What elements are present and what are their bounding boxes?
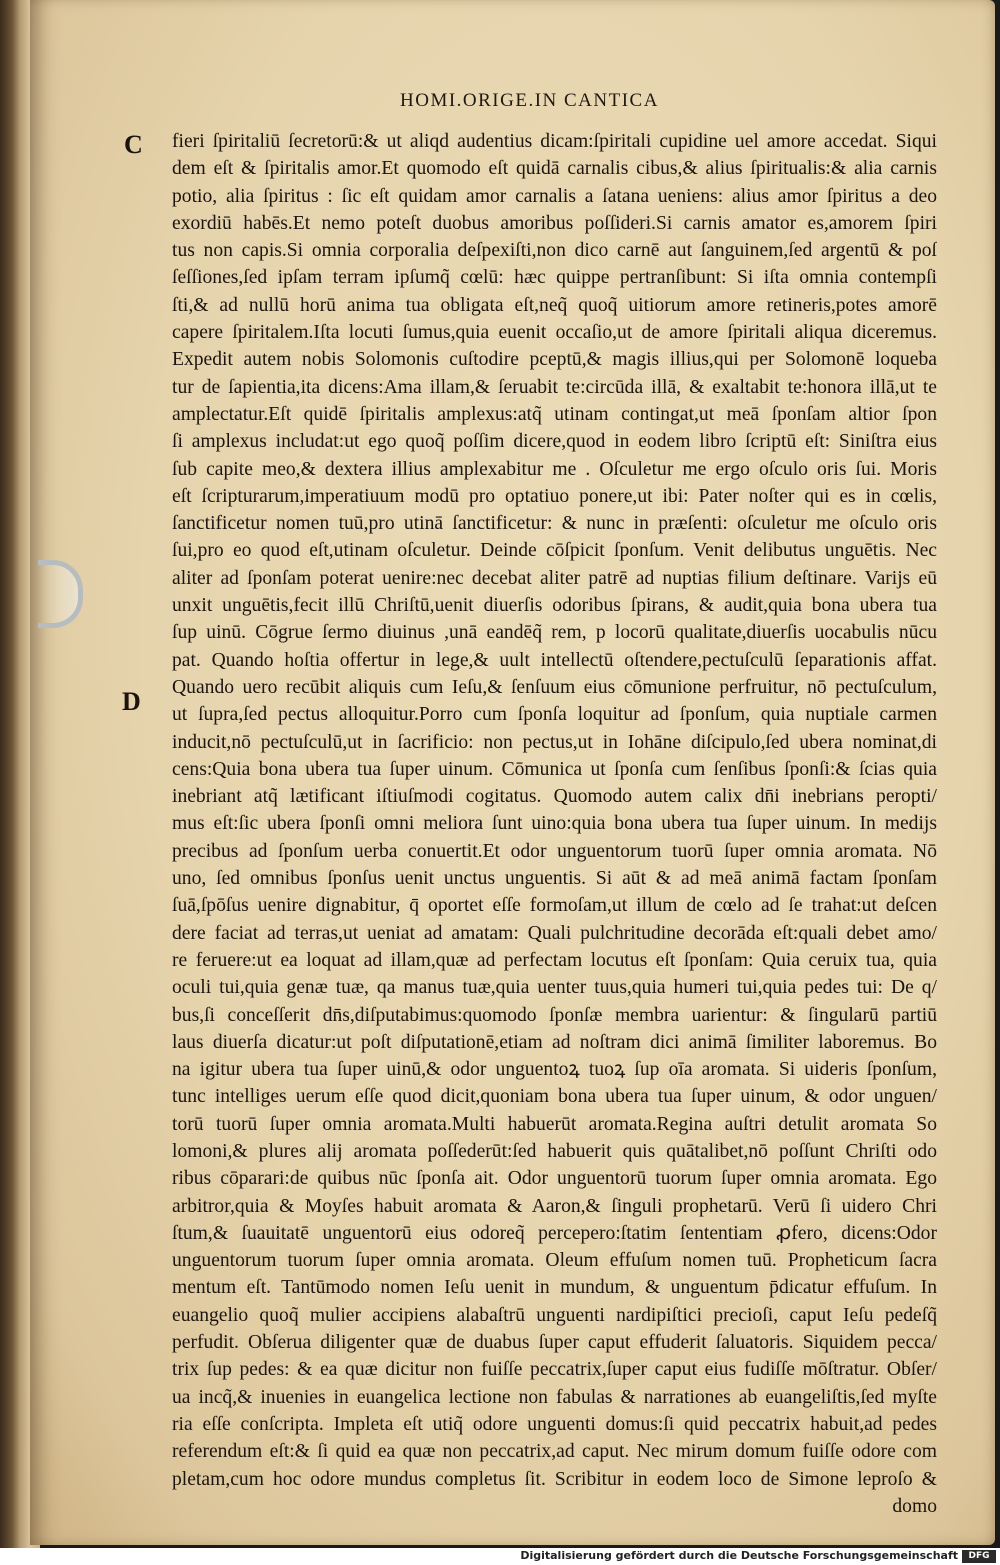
text-line: inebriant atq̃ lætificant iſtiuſmodi cogitatus. Quomodo autem calix dn̄i inebrians peropti/: [172, 786, 937, 808]
text-line: re feruere:ut ea loquat ad illam,quæ ad perfectam locutus eſt ſponſam: Quia ceruix tua, quia: [172, 949, 937, 971]
text-line: ribus cōparari:de quibus nūc ſponſa ait. Odor unguentorū tuorum ſuper omnia aromata. Ego: [172, 1168, 937, 1190]
text-line: ſuā,ſpōſus uenire dignabitur, q̄ oportet eſſe formoſam,ut illum de cœlo ad ſe trahat:ut deſcen: [172, 895, 937, 917]
text-line: ſui,pro eo quod eſt,utinam oſculetur. Deinde cōſpicit ſponſum. Venit delibutus unguētis. Nec: [172, 540, 937, 562]
text-line: exordiū habēs.Et nemo poteſt duobus amoribus poſſideri.Si carnis amator es,amorem ſpiri: [172, 212, 937, 234]
text-line: laus diuerſa dicatur:ut poſt diſputationē,etiam ad noſtram dici animā ſimiliter laboremus. Bo: [172, 1031, 937, 1053]
text-line: Quando uero recūbit aliquis cum Ieſu,& ſenſuum eius cōmunione perfruitur, nō pectuſculum,: [172, 676, 937, 698]
text-line: bus,ſi conceſſerit dn̄s,diſputabimus:quomodo ſponſæ membra uarientur: & ſingularū partiū: [172, 1004, 937, 1026]
text-line: lomoni,& plures alij aromata poſſederūt:ſed habuerit quis quātalibet,nō poſſunt Chriſti odo: [172, 1140, 937, 1162]
text-line: tunc intelliges uerum eſſe quod dicit,quoniam bona ubera tua ſuper uinum, & odor unguen/: [172, 1086, 937, 1108]
text-line: fieri ſpiritaliū ſecretorū:& ut aliqd audentius dicam:ſpiritali cupidine uel amore accedat. Siqui: [172, 131, 937, 152]
text-line: mentum eſt. Tantūmodo nomen Ieſu uenit in mundum, & unguentum p̄dicatur effuſum. In: [172, 1277, 937, 1299]
text-line: uno, ſed omnibus ſponſus uenit unctus unguentis. Si aūt & ad meā animā factam ſponſam: [172, 868, 937, 890]
text-line: trix ſup pedes: & ea quæ dicitur non fuiſſe peccatrix,ſuper caput eius fudiſſe mōſtratur. Obſer/: [172, 1359, 937, 1381]
text-line: ſup uinū. Cōgrue ſermo diuinus ,unā eandēq̃ rem, p locorū qualitate,diuerſis uocabulis nūcu: [172, 622, 937, 644]
funding-credit: Digitalisierung gefördert durch die Deutsche Forschungsgemeinschaft: [520, 1549, 958, 1562]
text-line: unxit unguētis,fecit illū Chriſtū,uenit diuerſis odoribus ſpirans, & audit,quia bona ubera tua: [172, 595, 937, 617]
text-line: tus non capis.Si omnia corporalia deſpexiſti,non dico carnē aut ſanguinem,ſed argentū & poſ: [172, 240, 937, 262]
text-line: ria eſſe conſcripta. Impleta eſt utiq̃ odore unguenti domus:ſi quid peccatrix habuit,ad pedes: [172, 1413, 937, 1435]
dfg-logo: DFG: [962, 1550, 996, 1563]
text-line: pat. Quando hoſtia offertur in lege,& uult intellectū oſtendere,pectuſculū ſeparationis affat.: [172, 649, 937, 671]
text-line: capere ſpiritalem.Iſta locuti ſumus,quia euenit occaſio,ut de amore ſpiritali aliqua diceremus.: [172, 322, 937, 344]
running-head: HOMI.ORIGE.IN CANTICA: [400, 90, 659, 111]
text-line: ſeſſiones,ſed ipſam terram ipſumq̃ cœlū: hæc quippe pertranſibunt: Si iſta omnia contempſi: [172, 267, 937, 289]
text-line: na igitur ubera tua ſuper uinū,& odor unguentoꝝ tuoꝝ ſup oīa aromata. Si uideris ſponſum,: [172, 1059, 937, 1081]
text-line: inducit,nō pectuſculū,ut in ſacrificio: non pectus,ut in Iohāne diſcipulo,ſed ubera nominat,di: [172, 731, 937, 753]
text-line: aliter ad ſponſam poterat uenire:nec decebat aliter patrē ad nuptias filium deſtinare. Varijs eū: [172, 567, 937, 589]
text-line: ut ſupra,ſed pectus alloquitur.Porro cum ſponſa loquitur ad ſponſum, quia nuptiale carmen: [172, 704, 937, 726]
text-line: torū tuorū ſuper omnia aromata.Multi habuerūt aromata.Regina auſtri detulit aromata So: [172, 1113, 937, 1135]
text-line: potio, alia ſpiritus : ſic eſt quidam amor carnalis a ſatana ueniens: alius amor ſpiritus a deo: [172, 185, 937, 207]
text-line: referendum eſt:& ſi quid ea quæ non peccatrix,ad caput. Nec mirum domum fuiſſe odore com: [172, 1441, 937, 1463]
text-line: domo: [892, 1495, 937, 1517]
text-line: perfudit. Obſerua diligenter quæ de duabus ſuper caput effuderit ſaluatoris. Siquidem pecca/: [172, 1332, 937, 1354]
section-letter-d: D: [122, 687, 141, 716]
text-line: unguentorum tuorum ſuper omnia aromata. Oleum effuſum nomen tuū. Propheticum ſacra: [172, 1250, 937, 1272]
text-line: precibus ad ſponſum uerba conuertit.Et odor unguentorum tuorū ſuper omnia aromata. Nō: [172, 840, 937, 862]
text-line: oculi tui,quia genæ tuæ, qa manus tuæ,quia uenter tuus,quia humeri tui,quia pedes tui: De q/: [172, 977, 937, 999]
text-line: ſti,& ad nullū horū anima tua obligata eſt,neq̃ quoq̃ uitiorum amore retineris,potes amorē: [172, 294, 937, 316]
text-line: ſtum,& ſuauitatē unguentorū eius odoreq̃ percepero:ſtatim ſententiam ꝓfero, dicens:Odor: [172, 1222, 937, 1244]
text-line: ſi amplexus includat:ut ego quoq̃ poſſim dicere,quod in eodem libro ſcriptū eſt: Siniſtra eius: [172, 431, 937, 453]
text-line: tur de ſapientia,ita dicens:Ama illam,& ſeruabit te:circūda illā, & exaltabit te:honora illā,ut te: [172, 376, 937, 398]
section-letter-c: C: [124, 130, 143, 159]
text-line: ſanctificetur nomen tuū,pro utinā ſanctificetur: & nunc in præſenti: oſculetur me oſculo oris: [172, 513, 937, 535]
text-line: Expedit autem nobis Solomonis cuſtodire pceptū,& magis illius,qui per Solomonē loqueba: [172, 349, 937, 371]
text-line: amplectatur.Eſt quidē ſpiritalis amplexus:atq̃ utinam contingat,ut meā ſponſam altior ſpon: [172, 403, 937, 425]
text-line: ſub capite meo,& dextera illius amplexabitur me . Oſculetur me ergo oſculo oris ſui. Moris: [172, 458, 937, 480]
text-line: eſt ſcripturarum,imperatiuum modū pro optatiuo ponere,ut ibi: Pater noſter qui es in cœlis,: [172, 485, 937, 507]
text-line: pletam,cum hoc odore mundus completus ſit. Scribitur in eodem loco de Simone leproſo &: [172, 1468, 937, 1490]
text-line: ua incq̃,& inuenies in euangelica lectione non fabulas & narrationes ab euangeliſtis,ſed myſte: [172, 1386, 937, 1408]
text-line: arbitror,quia & Moyſes habuit aromata & Aaron,& ſinguli prophetarū. Verū ſi uidero Chri: [172, 1195, 937, 1217]
text-line: mus eſt:ſic ubera ſponſi omni meliora ſunt uino:quia bona ubera tua ſuper uinum. In medijs: [172, 813, 937, 835]
text-line: dere faciat ad terras,ut ueniat ad amatam: Quali pulchritudine decorāda eſt:quali debet amo/: [172, 922, 937, 944]
body-text: [172, 128, 937, 1520]
text-line: euangelio quoq̃ mulier accipiens alabaſtrū unguenti nardipiſtici precioſi, caput Ieſu pedeſq̃: [172, 1304, 937, 1326]
digitization-footer: [0, 1548, 1000, 1565]
text-line: dem eſt & ſpiritalis amor.Et quomodo eſt quidā carnalis cibus,& alius ſpiritualis:& alia carnis: [172, 158, 937, 180]
text-line: cens:Quia bona ubera tua ſuper uinum. Cōmunica ut ſponſa cum ſenſibus ſponſi:& ſcias quia: [172, 758, 937, 780]
